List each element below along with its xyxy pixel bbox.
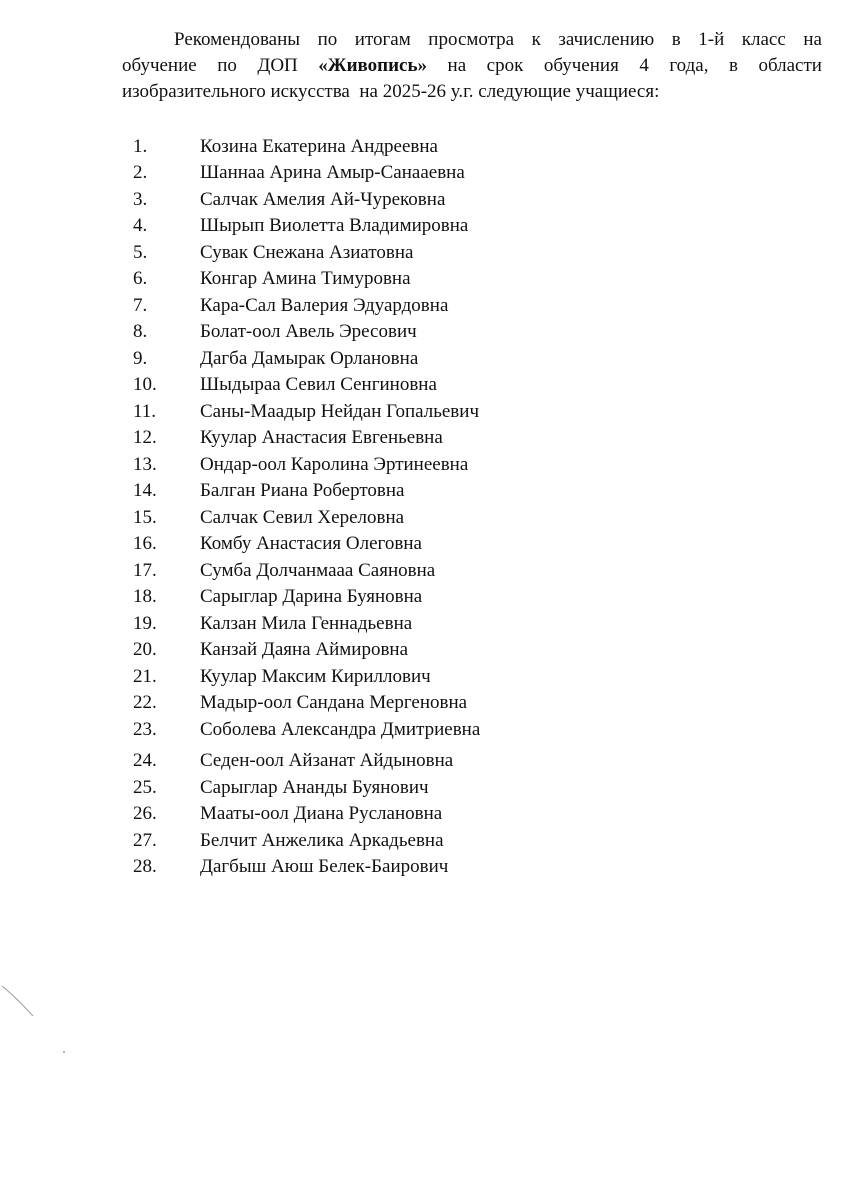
- student-row: [0, 828, 849, 854]
- intro-line-1: [122, 27, 822, 53]
- student-row: [0, 346, 849, 372]
- student-number: 11.: [133, 401, 157, 422]
- student-number: 27.: [133, 830, 157, 851]
- student-row: [0, 187, 849, 213]
- student-name: Козина Екатерина Андреевна: [200, 136, 438, 157]
- program-name: «Живопись»: [318, 55, 428, 76]
- student-row: [0, 664, 849, 690]
- student-number: 6.: [133, 268, 148, 289]
- intro-word: по: [217, 55, 237, 76]
- intro-word: обучения: [543, 55, 619, 76]
- student-number: 1.: [133, 136, 148, 157]
- student-number: 16.: [133, 533, 157, 554]
- student-row: [0, 160, 849, 186]
- student-name: Сувак Снежана Азиатовна: [200, 242, 414, 263]
- student-number: 9.: [133, 348, 148, 369]
- student-number: 24.: [133, 750, 157, 771]
- student-row: [0, 266, 849, 292]
- student-row: [0, 584, 849, 610]
- intro-word: области: [758, 55, 822, 76]
- student-row: [0, 801, 849, 827]
- student-row: [0, 372, 849, 398]
- student-name: Шырып Виолетта Владимировна: [200, 215, 469, 236]
- intro-word: обучение: [122, 55, 197, 76]
- intro-word: зачислению: [558, 29, 655, 50]
- student-name: Куулар Максим Кириллович: [200, 666, 431, 687]
- student-name: Дагба Дамырак Орлановна: [200, 348, 419, 369]
- student-name: Салчак Севил Хереловна: [200, 507, 405, 528]
- intro-word: ДОП: [257, 55, 298, 76]
- intro-word: к: [531, 29, 541, 50]
- student-name: Канзай Даяна Аймировна: [200, 639, 409, 660]
- student-name: Седен-оол Айзанат Айдыновна: [200, 750, 454, 771]
- student-row: [0, 293, 849, 319]
- intro-word: по: [317, 29, 338, 50]
- intro-word: 4: [639, 55, 649, 76]
- student-number: 21.: [133, 666, 157, 687]
- scan-artifact-dot: [63, 1051, 65, 1053]
- student-name: Сарыглар Дарина Буяновна: [200, 586, 423, 607]
- student-number: 18.: [133, 586, 157, 607]
- intro-word: срок: [486, 55, 524, 76]
- student-row: [0, 240, 849, 266]
- student-number: 26.: [133, 803, 157, 824]
- student-name: Шаннаа Арина Амыр-Санаaевна: [200, 162, 465, 183]
- student-row: [0, 690, 849, 716]
- intro-word: года,: [669, 55, 709, 76]
- student-row: [0, 134, 849, 160]
- student-number: 15.: [133, 507, 157, 528]
- intro-word: в: [671, 29, 681, 50]
- student-row: [0, 775, 849, 801]
- student-name: Саны-Маадыр Нейдан Гопальевич: [200, 401, 480, 422]
- student-name: Мааты-оол Диана Руслановна: [200, 803, 443, 824]
- student-number: 20.: [133, 639, 157, 660]
- student-number: 28.: [133, 856, 157, 877]
- student-name: Шыдыраа Севил Сенгиновна: [200, 374, 437, 395]
- student-row: [0, 319, 849, 345]
- intro-word: просмотра: [428, 29, 515, 50]
- student-name: Болат-оол Авель Эресович: [200, 321, 417, 342]
- intro-paragraph: [122, 27, 822, 105]
- student-row: [0, 748, 849, 774]
- student-number: 7.: [133, 295, 148, 316]
- student-number: 25.: [133, 777, 157, 798]
- student-number: 10.: [133, 374, 157, 395]
- intro-word: итогам: [354, 29, 411, 50]
- student-row: [0, 854, 849, 880]
- intro-line-2: [122, 53, 822, 79]
- student-number: 17.: [133, 560, 157, 581]
- student-row: [0, 478, 849, 504]
- intro-word: класс: [741, 29, 786, 50]
- student-row: [0, 213, 849, 239]
- student-row: [0, 558, 849, 584]
- student-name: Дагбыш Аюш Белек-Баирович: [200, 856, 449, 877]
- intro-word: на: [447, 55, 467, 76]
- student-name: Мадыр-оол Сандана Мергеновна: [200, 692, 468, 713]
- student-number: 8.: [133, 321, 148, 342]
- student-name: Конгар Амина Тимуровна: [200, 268, 411, 289]
- student-name: Комбу Анастасия Олеговна: [200, 533, 422, 554]
- student-row: [0, 399, 849, 425]
- student-name: Ондар-оол Каролина Эртинеевна: [200, 454, 469, 475]
- student-name: Сарыглар Ананды Буянович: [200, 777, 429, 798]
- student-number: 14.: [133, 480, 157, 501]
- student-name: Белчит Анжелика Аркадьевна: [200, 830, 444, 851]
- intro-word: Рекомендованы: [174, 29, 301, 50]
- intro-word: в: [728, 55, 738, 76]
- intro-word: на: [803, 29, 822, 50]
- student-number: 19.: [133, 613, 157, 634]
- scan-artifact-mark: [0, 980, 40, 1020]
- student-number: 2.: [133, 162, 148, 183]
- student-number: 4.: [133, 215, 148, 236]
- student-name: Соболева Александра Дмитриевна: [200, 719, 481, 740]
- student-row: [0, 505, 849, 531]
- student-name: Салчак Амелия Ай-Чурековна: [200, 189, 446, 210]
- student-number: 13.: [133, 454, 157, 475]
- student-row: [0, 717, 849, 743]
- student-number: 22.: [133, 692, 157, 713]
- student-row: [0, 425, 849, 451]
- student-number: 3.: [133, 189, 148, 210]
- intro-line-3: изобразительного искусства на 2025-26 у.г. следующие учащиеся:: [122, 81, 660, 102]
- student-number: 23.: [133, 719, 157, 740]
- student-number: 5.: [133, 242, 148, 263]
- student-row: [0, 637, 849, 663]
- student-name: Куулар Анастасия Евгеньевна: [200, 427, 443, 448]
- student-name: Калзан Мила Геннадьевна: [200, 613, 413, 634]
- student-row: [0, 531, 849, 557]
- student-number: 12.: [133, 427, 157, 448]
- student-name: Балган Риана Робертовна: [200, 480, 405, 501]
- student-name: Кара-Сал Валерия Эдуардовна: [200, 295, 449, 316]
- intro-word: 1-й: [698, 29, 725, 50]
- student-row: [0, 452, 849, 478]
- student-name: Сумба Долчанмааа Саяновна: [200, 560, 436, 581]
- student-row: [0, 611, 849, 637]
